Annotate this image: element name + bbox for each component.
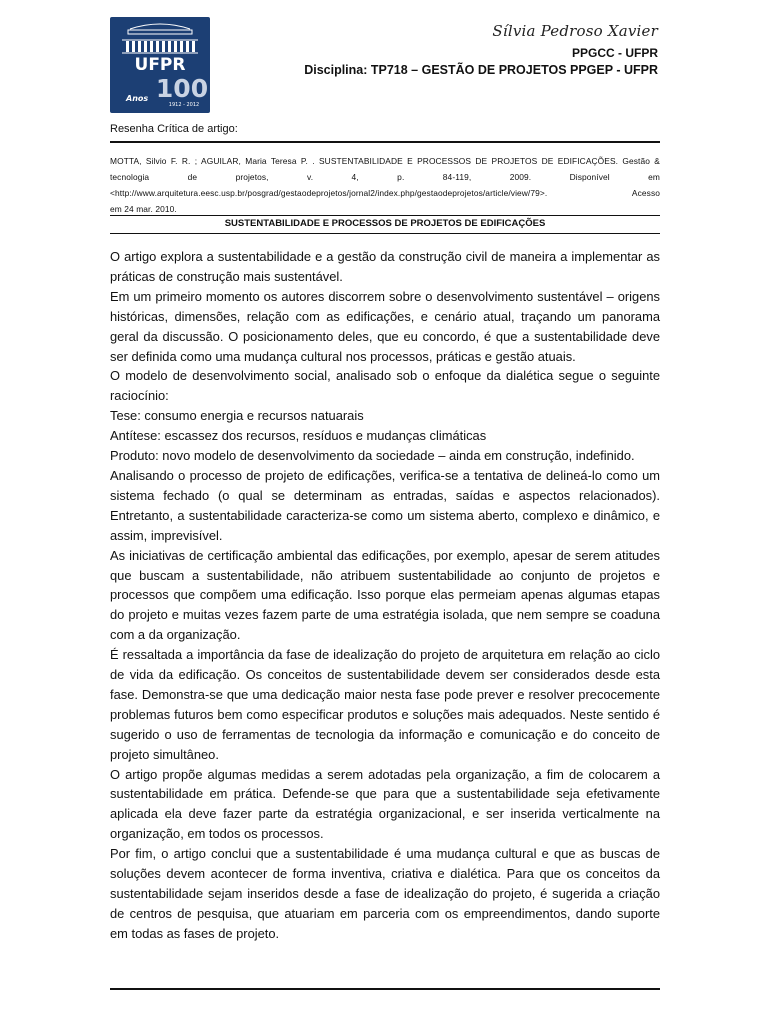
- review-label: Resenha Crítica de artigo:: [110, 123, 238, 135]
- section-title: SUSTENTABILIDADE E PROCESSOS DE PROJETOS DE EDIFICAÇÕES: [224, 218, 546, 229]
- paragraph: Antítese: escassez dos recursos, resíduos e mudanças climáticas: [110, 428, 487, 444]
- institution: PPGCC - UFPR: [571, 46, 658, 60]
- review-body: [110, 247, 660, 944]
- author-name: Sílvia Pedroso Xavier: [492, 22, 658, 40]
- citation-line: em 24 mar. 2010.: [110, 204, 177, 214]
- paragraph: Produto: novo modelo de desenvolvimento da sociedade – ainda em construção, indefinido.: [110, 448, 635, 464]
- paragraph: Por fim, o artigo conclui que a sustentabilidade é uma mudança cultural e que as buscas de soluções devem acontecer de forma inventiva, criativa e dialética. Para que os conceitos da sustentabilidade sejam inseridos desde a fase de idealização do projeto, é sugerida a criação de centros de pesquisa, que atuariam em parceria com os empreendimentos, dando suporte em todas as fases de projeto.: [110, 846, 660, 941]
- svg-text:UFPR: UFPR: [134, 55, 186, 75]
- paragraph: Em um primeiro momento os autores discorrem sobre o desenvolvimento sustentável – origens históricas, dimensões, relação com as edificações, e cenário atual, traçando um panorama geral da discussão. O posicionamento deles, que eu concordo, é que a sustentabilidade deve ser definida como uma mudança cultural nos processos, práticas e gestão atuais.: [110, 288, 660, 364]
- ufpr-logo: [110, 17, 210, 113]
- citation-line: <http://www.arquitetura.eesc.usp.br/posgrad/gestaodeprojetos/jornal2/index.php/gestaodeprojetos/article/view/79>. Acesso: [110, 188, 660, 198]
- citation-line: tecnologia de projetos, v. 4, p. 84-119, 2009. Disponível em: [110, 172, 660, 182]
- divider-citation: [110, 215, 660, 216]
- ufpr-building-icon: [110, 17, 210, 113]
- paragraph: O artigo propõe algumas medidas a serem adotadas pela organização, a fim de colocarem a sustentabilidade em prática. Defende-se que para que a sustentabilidade seja efetivamente aplicada ela deve fazer parte da estratégia organizacional, e ser inserida verticalmente na organização, em todos os processos.: [110, 766, 660, 842]
- svg-text:100: 100: [155, 74, 209, 103]
- paragraph: Tese: consumo energia e recursos natuarais: [110, 408, 364, 424]
- paragraph: As iniciativas de certificação ambiental das edificações, por exemplo, apesar de serem atitudes que buscam a sustentabilidade, não atribuem sustentabilidade ao conjunto de projetos e processos que compõem uma edificação. Isso porque elas permeiam apenas algumas etapas do projeto e muitas vezes fazem parte de uma estratégia isolada, que nem sempre se coaduna com a da organização.: [110, 547, 660, 643]
- divider-top: [110, 141, 660, 143]
- paragraph: O modelo de desenvolvimento social, analisado sob o enfoque da dialética segue o seguinte raciocínio:: [110, 368, 660, 404]
- svg-text:Anos: Anos: [126, 94, 149, 103]
- citation-line: MOTTA, Silvio F. R. ; AGUILAR, Maria Teresa P. . SUSTENTABILIDADE E PROCESSOS DE PROJETOS DE EDIFICAÇÕES. Gestão &: [110, 156, 660, 166]
- paragraph: É ressaltada a importância da fase de idealização do projeto de arquitetura em relação ao ciclo de vida da edificação. Os conceitos de sustentabilidade devem ser considerados desde esta fase. Demonstra-se que uma dedicação maior nesta fase pode prever e resolver precocemente problemas futuros bem como especificar produtos e soluções mais adequados. Neste sentido é sugerido o uso de ferramentas de tecnologia da informação e comunicação e do conceito de projeto simultâneo.: [110, 647, 660, 762]
- document-header: [304, 22, 658, 77]
- svg-text:1912 - 2012: 1912 - 2012: [168, 102, 200, 108]
- citation: [110, 153, 660, 217]
- paragraph: Analisando o processo de projeto de edificações, verifica-se a tentativa de delineá-lo como um sistema fechado (o qual se determinam as entradas, saídas e aspectos relacionados). Entretanto, a sustentabilidade caracteriza-se como um sistema aberto, complexo e dinâmico, e assim, imprevisível.: [110, 467, 660, 543]
- divider-title: [110, 233, 660, 234]
- paragraph: O artigo explora a sustentabilidade e a gestão da construção civil de maneira a implementar as práticas de construção mais sustentável.: [110, 249, 660, 284]
- divider-bottom: [110, 988, 660, 990]
- discipline: Disciplina: TP718 – GESTÃO DE PROJETOS PPGEP - UFPR: [304, 63, 658, 77]
